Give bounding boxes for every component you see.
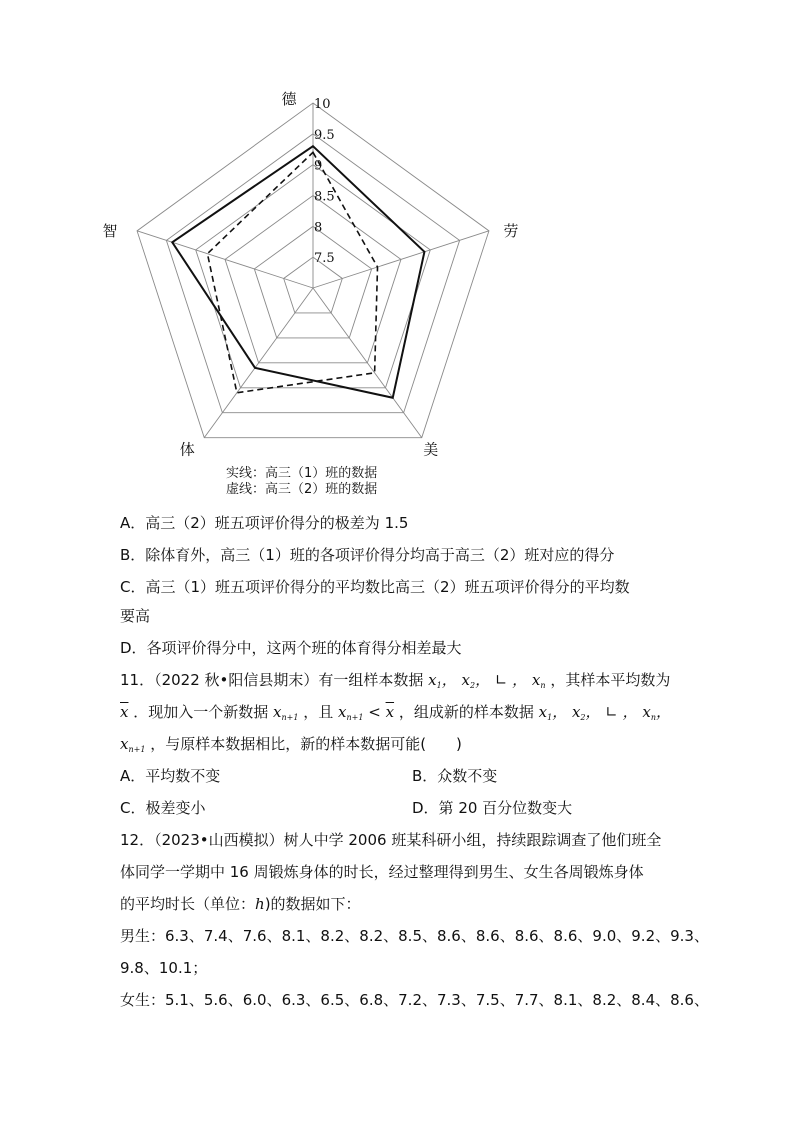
q10-option-a: A．高三（2）班五项评价得分的极差为 1.5 bbox=[120, 514, 409, 532]
q10-option-d: D．各项评价得分中，这两个班的体育得分相差最大 bbox=[120, 639, 462, 657]
axis-label: 劳 bbox=[503, 221, 519, 240]
radar-chart bbox=[0, 0, 794, 470]
q11-option-d: D．第 20 百分位数变大 bbox=[412, 799, 573, 817]
scale-tick-label: 9 bbox=[314, 158, 323, 174]
q10-option-c: C．高三（1）班五项评价得分的平均数比高三（2）班五项评价得分的平均数 bbox=[120, 578, 630, 596]
q10-option-b: B．除体育外，高三（1）班的各项评价得分均高于高三（2）班对应的得分 bbox=[120, 546, 615, 564]
axis-label: 美 bbox=[423, 440, 439, 459]
q12-male-data: 男生：6.3、7.4、7.6、8.1、8.2、8.2、8.5、8.6、8.6、8.6、8.6、9.0、9.2、9.3、 bbox=[120, 927, 709, 945]
q11-option-c: C．极差变小 bbox=[120, 799, 206, 817]
series-solid bbox=[172, 146, 424, 398]
q12-female-data: 女生：5.1、5.6、6.0、6.3、6.5、6.8、7.2、7.3、7.5、7.7、8.1、8.2、8.4、8.6、 bbox=[120, 991, 709, 1009]
spoke bbox=[313, 231, 489, 288]
axis-label: 德 bbox=[281, 90, 297, 108]
axis-label: 智 bbox=[102, 221, 118, 240]
scale-tick-label: 8 bbox=[314, 220, 323, 236]
scale-tick-label: 7.5 bbox=[314, 251, 335, 267]
inequality: $x_{n+1} < \overline{x}$ bbox=[338, 703, 395, 722]
q12-line3: 的平均时长（单位：h)的数据如下： bbox=[120, 895, 361, 913]
q11-option-b: B．众数不变 bbox=[412, 767, 498, 785]
radar-series bbox=[172, 146, 424, 398]
sample-set: $x_1$， $x_2$， ∟ ， $x_n$ bbox=[428, 671, 546, 690]
spoke bbox=[137, 231, 313, 288]
q11-line1: 11．（2022 秋•阳信县期末）有一组样本数据 $x_1$， $x_2$， ∟ ， $x_n$ ，其样本平均数为 bbox=[120, 671, 671, 690]
q12-male-data-cont: 9.8、10.1； bbox=[120, 959, 208, 977]
q12-line1: 12．（2023•山西模拟）树人中学 2006 班某科研小组，持续跟踪调查了他们班全 bbox=[120, 831, 662, 849]
scale-tick-label: 8.5 bbox=[314, 189, 335, 205]
scale-tick-label: 9.5 bbox=[314, 127, 335, 143]
legend-dashed: 虚线：高三（2）班的数据 bbox=[226, 482, 378, 497]
radar-labels bbox=[103, 90, 519, 459]
axis-label: 体 bbox=[179, 440, 195, 459]
mean-symbol: $\overline{x}$ bbox=[120, 703, 129, 721]
scale-tick-label: 10 bbox=[314, 97, 331, 112]
q11-line3: $x_{n+1}$ ，与原样本数据相比，新的样本数据可能( ) bbox=[120, 735, 462, 754]
q10-option-c-cont: 要高 bbox=[120, 607, 151, 625]
q11-option-a: A．平均数不变 bbox=[120, 767, 221, 785]
q12-line2: 体同学一学期中 16 周锻炼身体的时长，经过整理得到男生、女生各周锻炼身体 bbox=[120, 863, 644, 881]
q11-line2: $\overline{x}$ ．现加入一个新数据 $x_{n+1}$ ，且 $x_{n+1} < \overline{x}$ ，组成新的样本数据 $x_1$， $x_2$， ∟ ， $x_n$， bbox=[120, 703, 672, 722]
legend-solid: 实线：高三（1）班的数据 bbox=[226, 466, 378, 481]
